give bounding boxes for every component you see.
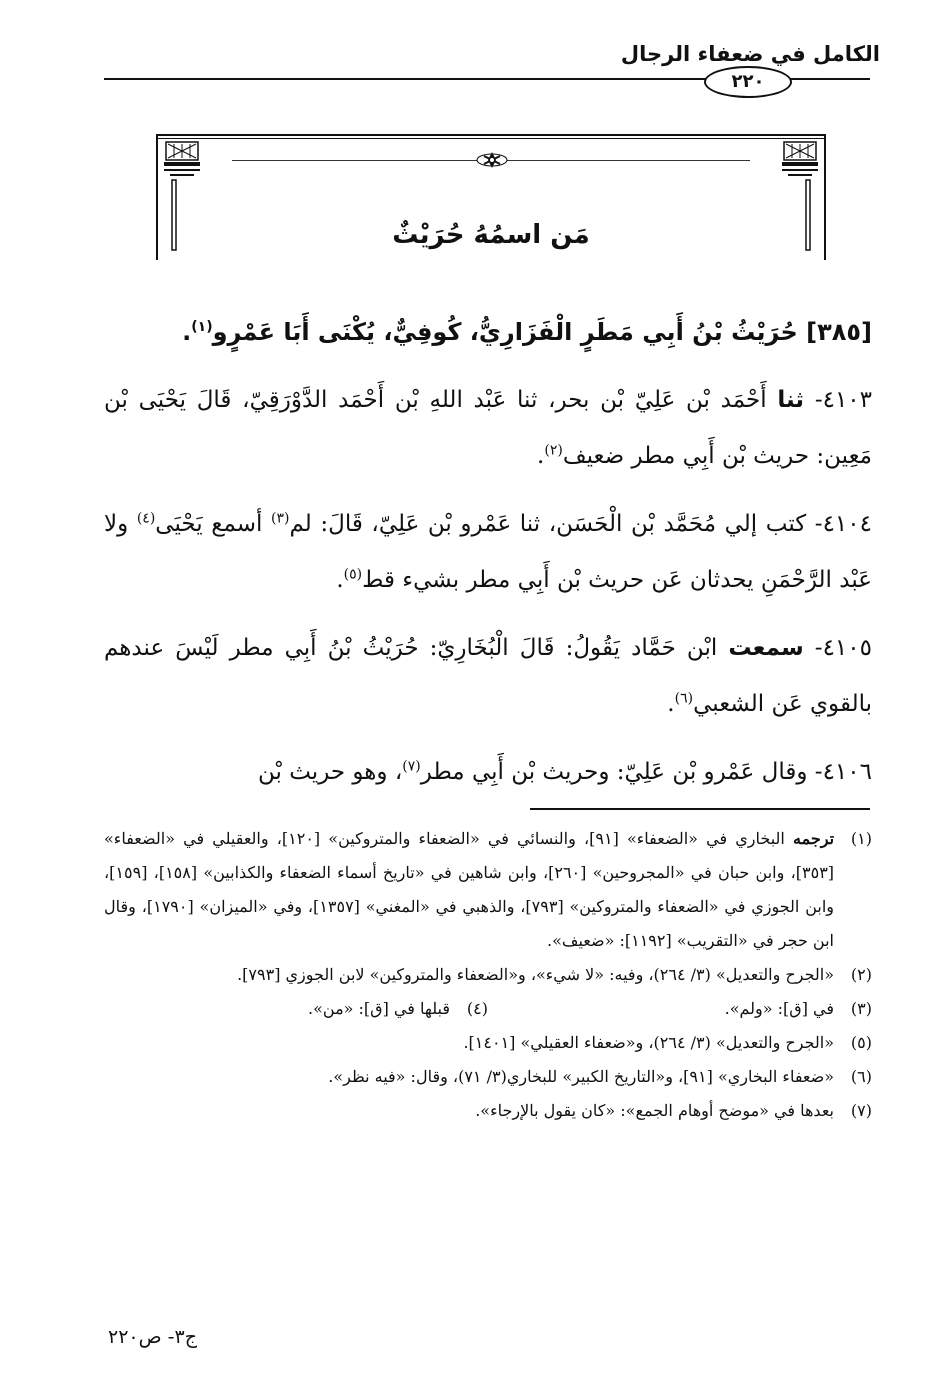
paragraph-number: ٤١٠٣- — [814, 387, 873, 413]
footnote-number: (٢) — [850, 965, 872, 984]
footnote-marker: (١) — [191, 319, 213, 335]
footnote-number: (٣) — [850, 999, 872, 1018]
paragraph-lead-word: سمعت — [728, 635, 804, 661]
frame-top-bar — [156, 134, 826, 136]
paragraph-number: ٤١٠٦- — [814, 759, 872, 785]
footnote-number: (١) — [850, 829, 872, 848]
paragraph-text: ولا عَبْد الرَّحْمَنِ يحدثان عَن حريث بْن أَبِي مطر بشيء قط — [104, 511, 872, 593]
paragraph-number: ٤١٠٥- — [814, 635, 872, 661]
paragraph-tail: . — [537, 443, 545, 469]
paragraph-4104 — [104, 496, 872, 608]
paragraph-number: ٤١٠٤- — [814, 511, 872, 537]
paragraph-text: أَحْمَد بْن عَلِيّ بْن بحر، ثنا عَبْد اللهِ بْن أَحْمَد الدَّوْرَقِيّ، قَالَ يَحْيَى بْن مَعِين: حريث بْن أَبِي مطر ضعيف — [104, 387, 872, 469]
volume-page-reference: ج٣- ص٢٢٠ — [108, 1326, 197, 1348]
footnote-marker: (٥) — [343, 566, 363, 583]
paragraph-4106 — [104, 744, 872, 800]
footnote-2 — [104, 958, 872, 992]
footnote-marker: (٤) — [136, 510, 156, 527]
footnote-5 — [104, 1026, 872, 1060]
footnote-number: (٤) — [466, 999, 488, 1018]
paragraph-lead-word: ثنا — [777, 387, 805, 413]
footnote-separator — [530, 808, 870, 810]
footnote-4 — [104, 992, 488, 1026]
footnote-marker: (٣) — [271, 510, 290, 527]
page-number-badge: ٢٢٠ — [704, 66, 792, 98]
paragraph-text: ابْن حَمَّاد يَقُولُ: قَالَ الْبُخَارِيّ: حُرَيْثُ بْنُ أَبِي مطر لَيْسَ عندهم بالقوي عَن الشعبي — [104, 635, 872, 717]
center-flower-ornament-icon — [476, 148, 508, 172]
footnote-7 — [104, 1094, 872, 1128]
paragraph-tail: . — [667, 691, 675, 717]
frame-top-bar-inner — [156, 138, 826, 139]
footnote-number: (٦) — [850, 1067, 872, 1086]
footnote-text: «الجرح والتعديل» (٣/ ٢٦٤)، و«ضعفاء العقيلي» [١٤٠١]. — [463, 1033, 834, 1052]
footnote-1 — [104, 822, 872, 958]
footnote-6 — [104, 1060, 872, 1094]
paragraph-text: أسمع يَحْيَى — [155, 511, 263, 537]
footnote-text: قبلها في [ق]: «من». — [308, 999, 450, 1018]
paragraph-text: كتب إلي مُحَمَّد بْن الْحَسَن، ثنا عَمْرو بْن عَلِيّ، قَالَ: لم — [289, 511, 807, 537]
footnote-row-3-4 — [104, 992, 872, 1026]
paragraph-text: ، وهو حريث بْن — [258, 759, 403, 785]
section-title-frame — [156, 134, 826, 260]
footnote-number: (٧) — [850, 1101, 872, 1120]
paragraph-4103 — [104, 372, 872, 484]
footnote-text: في [ق]: «ولم». — [724, 999, 834, 1018]
paragraph-4105 — [104, 620, 872, 732]
footnote-text: بعدها في «موضح أوهام الجمع»: «كان يقول بالإرجاء». — [475, 1101, 834, 1120]
footnote-text: البخاري في «الضعفاء» [٩١]، والنسائي في «الضعفاء والمتروكين» [١٢٠]، والعقيلي في «الضعفاء» [٣٥٣]، وابن حبان في «المجروحين» [٢٦٠]، وابن شاهين في «تاريخ أسماء الضعفاء والكذابين» [١٥٨]، [١٥٩]، وابن الجوزي في «الضعفاء والمتروكين» [٧٩٣]، والذهبي في «المغني» [١٣٥٧]، وفي «الميزان» [١٧٩٠]، وقال ابن حجر في «التقريب» [١١٩٢]: «ضعيف». — [104, 829, 835, 950]
footnote-marker: (٢) — [544, 442, 563, 459]
entry-heading-text: [٣٨٥] حُرَيْثُ بْنُ أَبِي مَطَرٍ الْفَزَارِيُّ، كُوفِيٌّ، يُكْنَى أَبَا عَمْرٍو — [212, 318, 872, 346]
paragraph-text: وقال عَمْرو بْن عَلِيّ: وحريث بْن أَبِي مطر — [420, 759, 808, 785]
footnote-text: «الجرح والتعديل» (٣/ ٢٦٤)، وفيه: «لا شيء»، و«الضعفاء والمتروكين» لابن الجوزي [٧٩٣]. — [237, 965, 834, 984]
section-title: مَن اسمُهُ حُرَيْثٌ — [392, 220, 590, 250]
footnote-3 — [488, 992, 872, 1026]
footnotes — [104, 822, 872, 1128]
running-header-title: الكامل في ضعفاء الرجال — [620, 42, 880, 66]
footnote-marker: (٧) — [402, 758, 421, 775]
paragraph-tail: . — [336, 567, 344, 593]
footnote-marker: (٦) — [674, 690, 694, 707]
footnote-lead-word: ترجمه — [793, 829, 835, 848]
footnote-text: «ضعفاء البخاري» [٩١]، و«التاريخ الكبير» للبخاري(٣/ ٧١)، وقال: «فيه نظر». — [328, 1067, 834, 1086]
footnote-number: (٥) — [850, 1033, 872, 1052]
entry-heading: [٣٨٥] حُرَيْثُ بْنُ أَبِي مَطَرٍ الْفَزَارِيُّ، كُوفِيٌّ، يُكْنَى أَبَا عَمْرٍو$^{(١)}$. — [182, 318, 872, 346]
